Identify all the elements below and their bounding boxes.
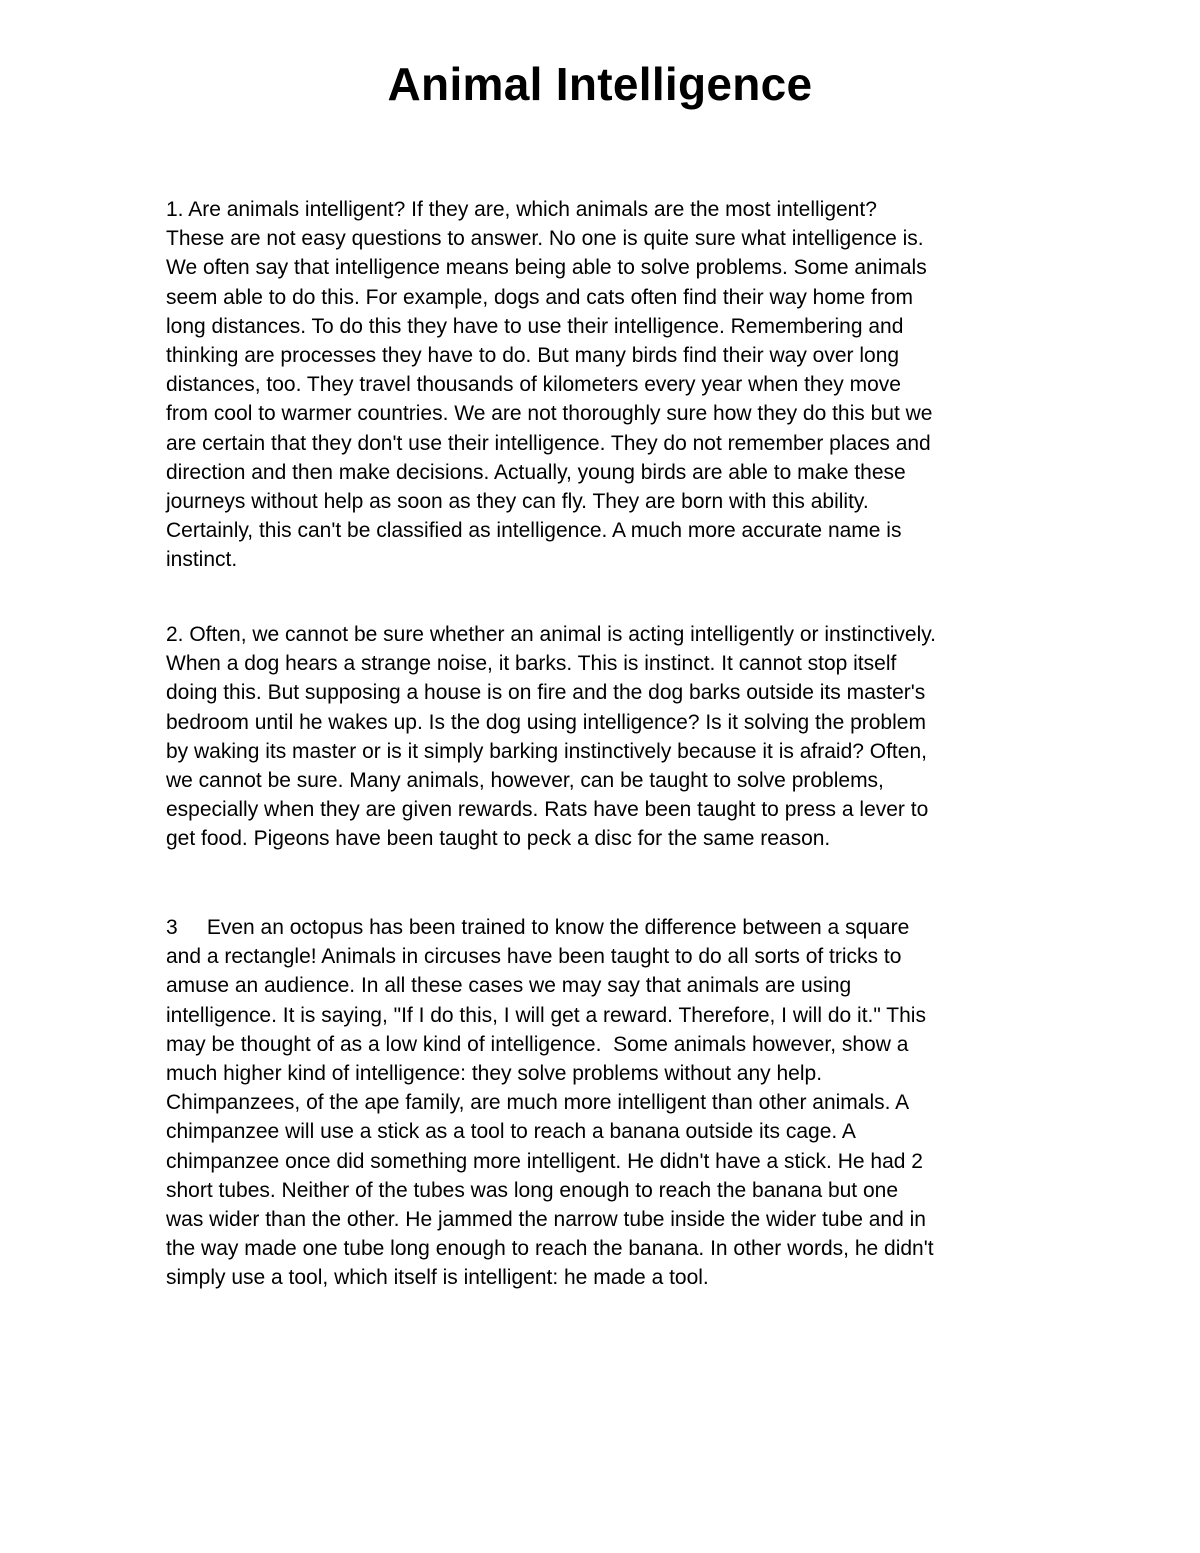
- paragraph-2: 2. Often, we cannot be sure whether an animal is acting intelligently or instinctively. When a dog hears a strange noise, it barks. This is instinct. It cannot stop itself doing this. But supposing a house is on fire and the dog barks outside its master's bedroom until he wakes up. Is the dog using intelligence? Is it solving the problem by waking its master or is it simply barking instinctively because it is afraid? Often, we cannot be sure. Many animals, however, can be taught to solve problems, especially when they are given rewards. Rats have been taught to press a lever to get food. Pigeons have been taught to peck a disc for the same reason.: [166, 623, 937, 851]
- paragraph-3: 3 Even an octopus has been trained to know the difference between a square and a rectangle! Animals in circuses have been taught to do all sorts of tricks to amuse an audience. In all these cases we may say that animals are using intelligence. It is saying, "If I do this, I will get a reward. Therefore, I will do it." This may be thought of as a low kind of intelligence. Some animals however, show a much higher kind of intelligence: they solve problems without any help. Chimpanzees, of the ape family, are much more intelligent than other animals. A chimpanzee will use a stick as a tool to reach a banana outside its cage. A chimpanzee once did something more intelligent. He didn't have a stick. He had 2 short tubes. Neither of the tubes was long enough to reach the banana but one was wider than the other. He jammed the narrow tube inside the wider tube and in the way made one tube long enough to reach the banana. In other words, he didn't simply use a tool, which itself is intelligent: he made a tool.: [166, 916, 934, 1290]
- paragraph-1: 1. Are animals intelligent? If they are, which animals are the most intelligent? These are not easy questions to answer. No one is quite sure what intelligence is. We often say that intelligence means being able to solve problems. Some animals seem able to do this. For example, dogs and cats often find their way home from long distances. To do this they have to use their intelligence. Remembering and thinking are processes they have to do. But many birds find their way over long distances, too. They travel thousands of kilometers every year when they move from cool to warmer countries. We are not thoroughly sure how they do this but we are certain that they don't use their intelligence. They do not remember places and direction and then make decisions. Actually, young birds are able to make these journeys without help as soon as they can fly. They are born with this ability. Certainly, this can't be classified as intelligence. A much more accurate name is instinct.: [166, 198, 933, 572]
- document-title: Animal Intelligence: [387, 58, 813, 110]
